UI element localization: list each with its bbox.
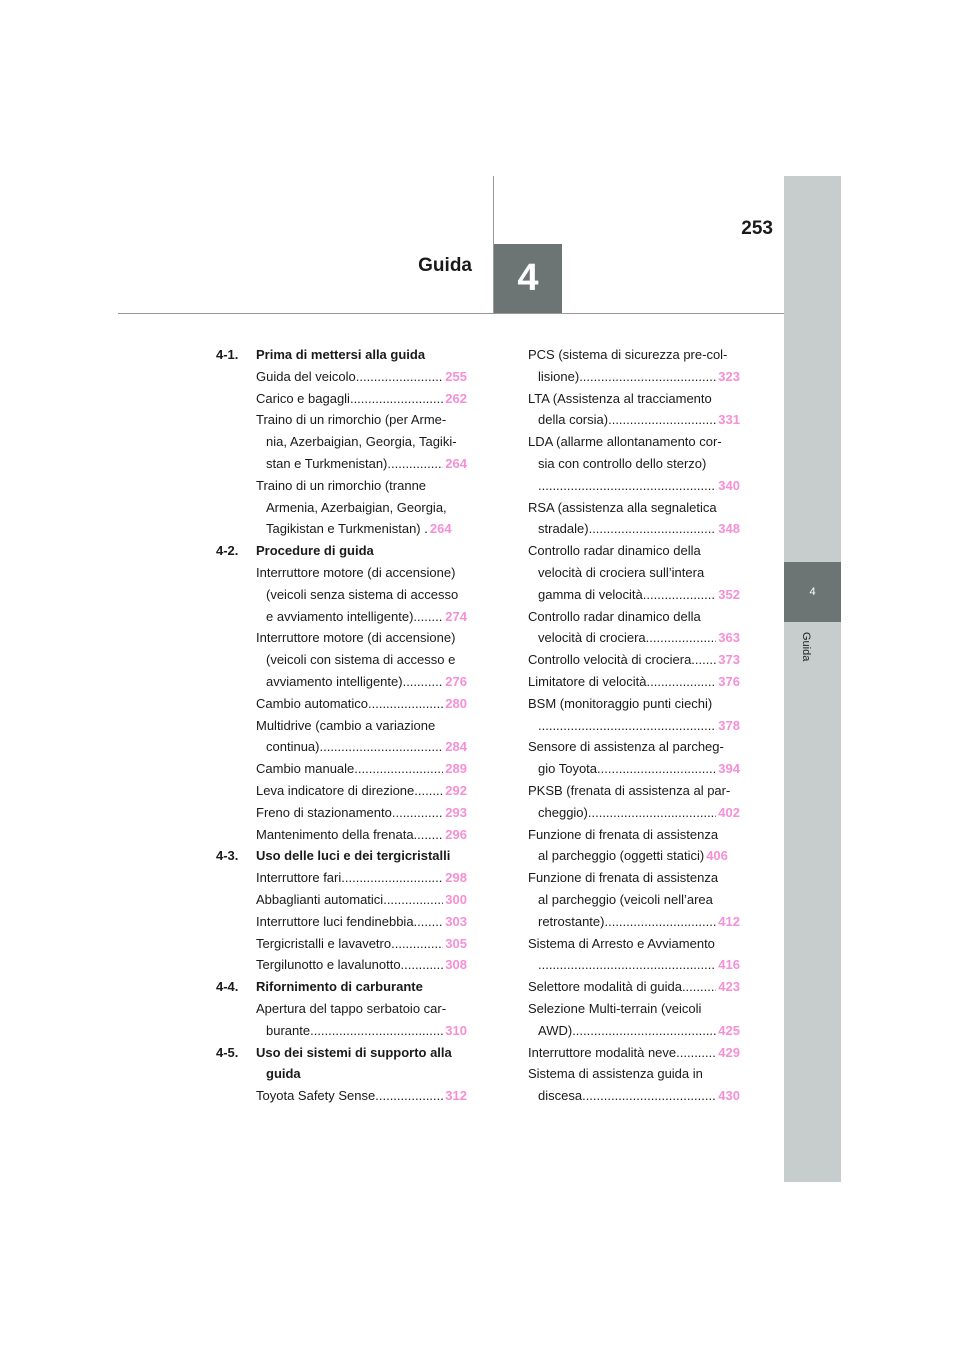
page-ref: 255: [445, 368, 467, 384]
toc-entry[interactable]: Tergicristalli e lavavetro ..... 305: [216, 933, 467, 955]
page-ref: 289: [445, 761, 467, 777]
toc-entry[interactable]: PKSB (frenata di assistenza al par- cheggio) ..... 402: [528, 780, 740, 824]
chapter-number: 4: [494, 244, 562, 313]
toc-entry[interactable]: Carico e bagagli ..... 262: [216, 388, 467, 410]
toc-entry[interactable]: BSM (monitoraggio punti ciechi) ..... 378: [528, 693, 740, 737]
page-ref: 298: [445, 870, 467, 886]
page-ref: 292: [445, 782, 467, 798]
page-number: 253: [741, 218, 773, 239]
page-ref: 340: [718, 477, 740, 493]
page-ref: 378: [718, 717, 740, 733]
page-ref: 406: [706, 848, 728, 864]
page-ref: 310: [445, 1022, 467, 1038]
page-ref: 331: [718, 412, 740, 428]
page-ref: 276: [445, 673, 467, 689]
page-ref: 323: [718, 368, 740, 384]
page-ref: 412: [718, 913, 740, 929]
page-ref: 293: [445, 804, 467, 820]
toc-entry[interactable]: Traino di un rimorchio (tranne Armenia, Azerbaigian, Georgia, Tagikistan e Turkmenistan) . 264: [216, 475, 467, 540]
section-heading: 4-2. Procedure di guida: [216, 543, 374, 559]
page-ref: 425: [718, 1022, 740, 1038]
toc-entry[interactable]: Selettore modalità di guida ..... 423: [528, 976, 740, 998]
section-heading: 4-3. Uso delle luci e dei tergicristalli: [216, 848, 451, 864]
page-ref: 303: [445, 913, 467, 929]
page-ref: 416: [718, 957, 740, 973]
page-ref: 430: [718, 1088, 740, 1104]
page-ref: 348: [718, 521, 740, 537]
toc-entry[interactable]: Freno di stazionamento ..... 293: [216, 802, 467, 824]
page-ref: 300: [445, 891, 467, 907]
toc-entry[interactable]: Interruttore modalità neve ..... 429: [528, 1042, 740, 1064]
toc-entry[interactable]: Toyota Safety Sense ..... 312: [216, 1085, 467, 1107]
toc-entry[interactable]: Apertura del tappo serbatoio car- burante ..... 310: [216, 998, 467, 1042]
section-heading: 4-1. Prima di mettersi alla guida: [216, 347, 426, 362]
toc-right-column: [528, 344, 740, 1107]
toc-entry[interactable]: Controllo radar dinamico della velocità di crociera sull’intera gamma di velocità ..... 352: [528, 540, 740, 605]
toc-entry[interactable]: Controllo velocità di crociera ..... 373: [528, 649, 740, 671]
toc-entry[interactable]: Controllo radar dinamico della velocità di crociera ..... 363: [528, 606, 740, 650]
toc-entry[interactable]: Cambio manuale ..... 289: [216, 758, 467, 780]
toc-entry[interactable]: Cambio automatico ..... 280: [216, 693, 467, 715]
side-tab-label: Guida: [800, 632, 812, 662]
page-ref: 429: [718, 1044, 740, 1060]
page-ref: 296: [445, 826, 467, 842]
page-ref: 312: [445, 1088, 467, 1104]
chapter-title: Guida: [418, 255, 472, 276]
section-heading: 4-5. Uso dei sistemi di supporto alla guida: [216, 1044, 452, 1082]
page-ref: 423: [718, 979, 740, 995]
toc-entry[interactable]: RSA (assistenza alla segnaletica stradale) ..... 348: [528, 497, 740, 541]
toc-entry[interactable]: Interruttore luci fendinebbia ..... 303: [216, 911, 467, 933]
page-ref: 363: [718, 630, 740, 646]
page-ref: 376: [718, 673, 740, 689]
page-ref: 305: [445, 935, 467, 951]
toc-entry[interactable]: Abbaglianti automatici ..... 300: [216, 889, 467, 911]
toc-entry[interactable]: Tergilunotto e lavalunotto ..... 308: [216, 954, 467, 976]
toc-entry[interactable]: Guida del veicolo ..... 255: [216, 366, 467, 388]
toc-entry[interactable]: Interruttore fari ..... 298: [216, 867, 467, 889]
toc-left-column: [216, 344, 467, 1107]
page-ref: 280: [445, 695, 467, 711]
toc-entry[interactable]: Funzione di frenata di assistenza al parcheggio (veicoli nell’area retrostante) ..... 412: [528, 867, 740, 932]
page-ref: 394: [718, 761, 740, 777]
toc-entry[interactable]: Sensore di assistenza al parcheg- gio Toyota ..... 394: [528, 736, 740, 780]
toc-entry[interactable]: Sistema di assistenza guida in discesa ..... 430: [528, 1063, 740, 1107]
page-ref: 264: [429, 521, 452, 537]
side-tab-number: 4: [784, 562, 841, 622]
section-heading: 4-4. Rifornimento di carburante: [216, 979, 423, 995]
toc-entry[interactable]: Leva indicatore di direzione ..... 292: [216, 780, 467, 802]
toc-entry[interactable]: Traino di un rimorchio (per Arme- nia, Azerbaigian, Georgia, Tagiki- stan e Turkmenistan) ..... 264: [216, 409, 467, 474]
toc-entry[interactable]: Limitatore di velocità ..... 376: [528, 671, 740, 693]
toc-entry[interactable]: Multidrive (cambio a variazione continua) ..... 284: [216, 715, 467, 759]
toc-entry[interactable]: PCS (sistema di sicurezza pre-col- lisione) ..... 323: [528, 344, 740, 388]
page-ref: 274: [445, 608, 467, 624]
page-ref: 373: [718, 652, 740, 668]
toc-entry[interactable]: Sistema di Arresto e Avviamento ..... 416: [528, 933, 740, 977]
toc-entry[interactable]: Mantenimento della frenata ..... 296: [216, 824, 467, 846]
page-ref: 308: [445, 957, 467, 973]
page-ref: 352: [718, 586, 740, 602]
page-ref: 264: [445, 455, 467, 471]
side-band: [784, 176, 841, 1182]
page-ref: 262: [445, 390, 467, 406]
toc-entry[interactable]: Interruttore motore (di accensione) (veicoli senza sistema di accesso e avviamento intelligente) ..... 274: [216, 562, 467, 627]
toc-entry[interactable]: LDA (allarme allontanamento cor- sia con controllo dello sterzo) ..... 340: [528, 431, 740, 496]
toc-entry[interactable]: Selezione Multi-terrain (veicoli AWD) ..... 425: [528, 998, 740, 1042]
page-ref: 402: [718, 804, 740, 820]
page-ref: 284: [445, 739, 467, 755]
toc-entry[interactable]: LTA (Assistenza al tracciamento della corsia) ..... 331: [528, 388, 740, 432]
header-divider-horizontal: [118, 313, 784, 314]
toc-entry[interactable]: Interruttore motore (di accensione) (veicoli con sistema di accesso e avviamento intelligente) ..... 276: [216, 627, 467, 692]
toc-entry[interactable]: Funzione di frenata di assistenza al parcheggio (oggetti statici) 406: [528, 824, 740, 868]
